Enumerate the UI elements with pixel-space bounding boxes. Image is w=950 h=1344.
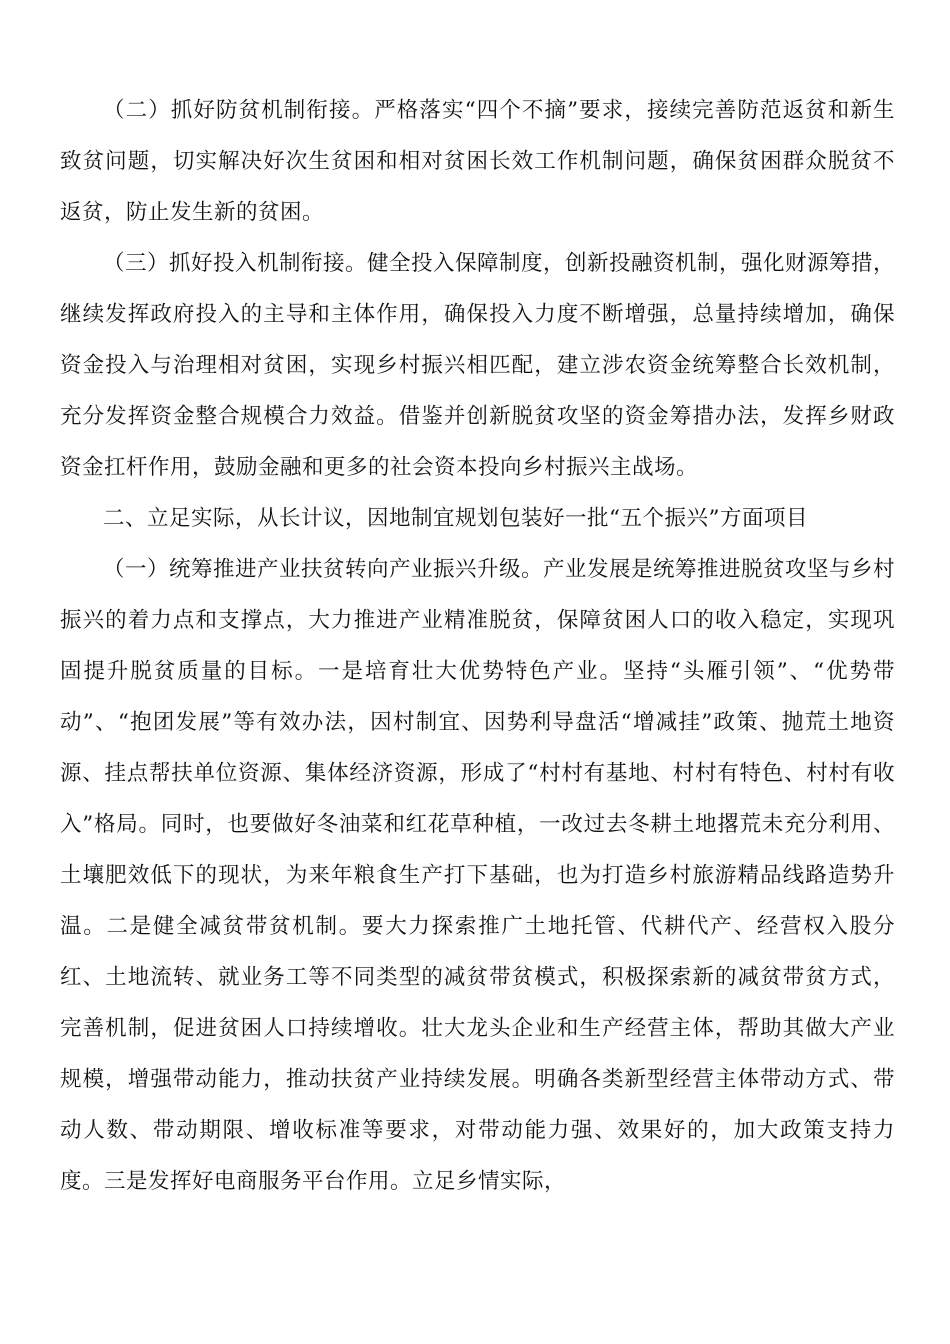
document-body — [60, 85, 895, 1207]
paragraph-industry-revitalization: （一）统筹推进产业扶贫转向产业振兴升级。产业发展是统筹推进脱贫攻坚与乡村振兴的着力点和支撑点，大力推进产业精准脱贫，保障贫困人口的收入稳定，实现巩固提升脱贫质量的目标。一是培育壮大优势特色产业。坚持“头雁引领”、“优势带动”、“抱团发展”等有效办法，因村制宜、因势利导盘活“增减挂”政策、抛荒土地资源、挂点帮扶单位资源、集体经济资源，形成了“村村有基地、村村有特色、村村有收入”格局。同时，也要做好冬油菜和红花草种植，一改过去冬耕土地撂荒未充分利用、土壤肥效低下的现状，为来年粮食生产打下基础，也为打造乡村旅游精品线路造势升温。二是健全减贫带贫机制。要大力探索推广土地托管、代耕代产、经营权入股分红、土地流转、就业务工等不同类型的减贫带贫模式，积极探索新的减贫带贫方式，完善机制，促进贫困人口持续增收。壮大龙头企业和生产经营主体，帮助其做大产业规模，增强带动能力，推动扶贫产业持续发展。明确各类新型经营主体带动方式、带动人数、带动期限、增收标准等要求，对带动能力强、效果好的，加大政策支持力度。三是发挥好电商服务平台作用。立足乡情实际， — [60, 557, 896, 1194]
paragraph-anti-poverty-mechanism: （二）抓好防贫机制衔接。严格落实“四个不摘”要求，接续完善防范返贫和新生致贫问题，切实解决好次生贫困和相对贫困长效工作机制问题，确保贫困群众脱贫不返贫，防止发生新的贫困。 — [60, 98, 895, 225]
paragraph-investment-mechanism: （三）抓好投入机制衔接。健全投入保障制度，创新投融资机制，强化财源筹措，继续发挥政府投入的主导和主体作用，确保投入力度不断增强，总量持续增加，确保资金投入与治理相对贫困，实现乡村振兴相匹配，建立涉农资金统筹整合长效机制，充分发挥资金整合规模合力效益。借鉴并创新脱贫攻坚的资金筹措办法，发挥乡财政资金扛杆作用，鼓励金融和更多的社会资本投向乡村振兴主战场。 — [60, 251, 896, 480]
section-heading-five-revitalization: 二、立足实际，从长计议，因地制宜规划包装好一批“五个振兴”方面项目 — [103, 506, 808, 531]
